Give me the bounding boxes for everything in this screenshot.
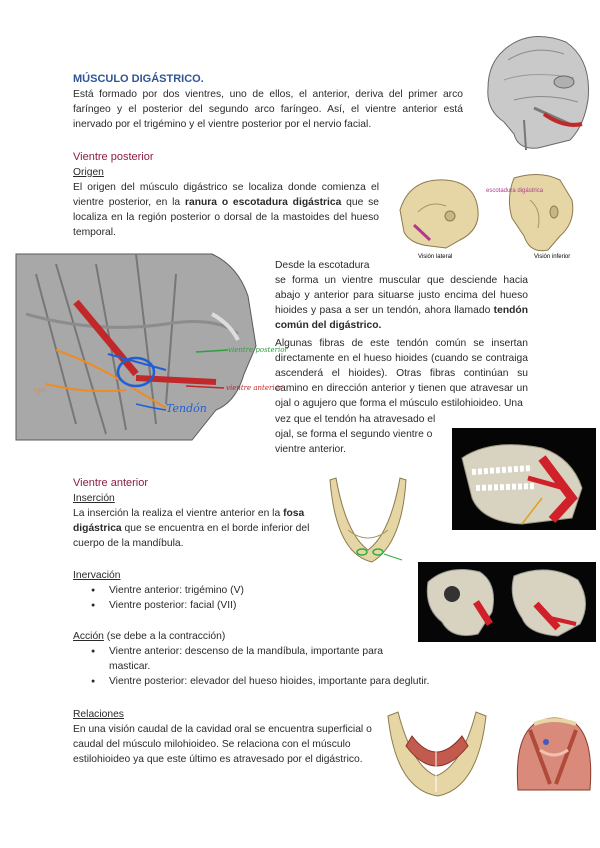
neck-dissection-image: [16, 254, 288, 440]
list-item: ● Vientre anterior: descenso de la mandíbula, importante para masticar.: [91, 644, 411, 674]
jaw-3d-image: [452, 428, 596, 530]
relations-label: Relaciones: [73, 709, 124, 720]
innervation-label: Inervación: [73, 570, 121, 581]
skulls-3d-image: [418, 562, 596, 642]
insertion-paragraph: La inserción la realiza el vientre anterior en la fosa digástrica que se encuentra en el borde inferior del cuerpo de la mandíbula.: [73, 508, 310, 549]
skull-lateral-view: [400, 180, 478, 260]
mandible-image: [322, 474, 414, 568]
label-tendon: Tendón: [166, 402, 207, 415]
label-ojal: ojal: [34, 386, 47, 394]
desc-paragraph: se forma un vientre muscular que desciende hacia abajo y anterior para situarse justo encima del hueso hioides y pasa a ser un tendón, ahora llamado tendón común del digástrico.: [275, 275, 528, 331]
anterior-heading: Vientre anterior: [73, 477, 149, 489]
desc-line-b: ojal, se forma el segundo vientre o: [275, 429, 433, 440]
desc-paragraph-2: Algunas fibras de este tendón común se insertan directamente en el hueso hioides (cuando se contraiga ascenderá el hioides). Otras fibras continúan su camino en dirección anterior y tienen que atravesar un ojal o agujero que forma el músculo estilohioideo. Una: [275, 338, 528, 409]
label-vientre-posterior: vientre posterior: [228, 346, 288, 354]
desc-line-1: Desde la escotadura: [275, 260, 370, 271]
list-item: ● Vientre anterior: trigémino (V): [91, 583, 391, 598]
desc-line-a: vez que el tendón ha atravesado el: [275, 414, 436, 425]
action-heading: Acción (se debe a la contracción): [73, 631, 226, 642]
head-muscles-image: [474, 30, 594, 152]
neck-muscles-image: [510, 710, 596, 796]
list-item: ● Vientre posterior: facial (VII): [91, 598, 391, 613]
desc-line-c: vientre anterior.: [275, 444, 346, 455]
action-list-2: [91, 674, 451, 689]
skull-images: [390, 170, 595, 262]
intro-paragraph: Está formado por dos vientres, uno de ellos, el anterior, deriva del primer arco faríngeo y el posterior del segundo arco faríngeo. Así, el vientre anterior está inervado por el trigémino y el vientre posterior por el nervio facial.: [73, 89, 463, 130]
posterior-heading: Vientre posterior: [73, 151, 154, 163]
page-title: MÚSCULO DIGÁSTRICO.: [73, 73, 204, 85]
origin-paragraph: El origen del músculo digástrico se localiza donde comienza el vientre posterior, en la ranura o escotadura digástrica que se localiza en la región posterior o dorsal de la mastoides del hueso temporal.: [73, 182, 380, 238]
insertion-label: Inserción: [73, 493, 115, 504]
mandible-floor-image: [382, 706, 492, 798]
origin-label: Origen: [73, 167, 104, 178]
relations-paragraph: En una visión caudal de la cavidad oral se encuentra superficial o caudal del músculo milohioideo. Se relaciona con el músculo estilohioideo ya que este último es atravesado por el digástrico.: [73, 724, 372, 765]
lateral-view-label: Visión lateral: [418, 254, 453, 260]
label-vientre-anterior: vientre anterior: [226, 384, 283, 392]
digastric-notch-tag: escotadura digástrica: [486, 188, 544, 194]
action-list: [91, 644, 411, 674]
innervation-list: [91, 583, 391, 613]
list-item: ● Vientre posterior: elevador del hueso hioides, importante para deglutir.: [91, 674, 451, 689]
inferior-view-label: Visión inferior: [534, 254, 571, 260]
